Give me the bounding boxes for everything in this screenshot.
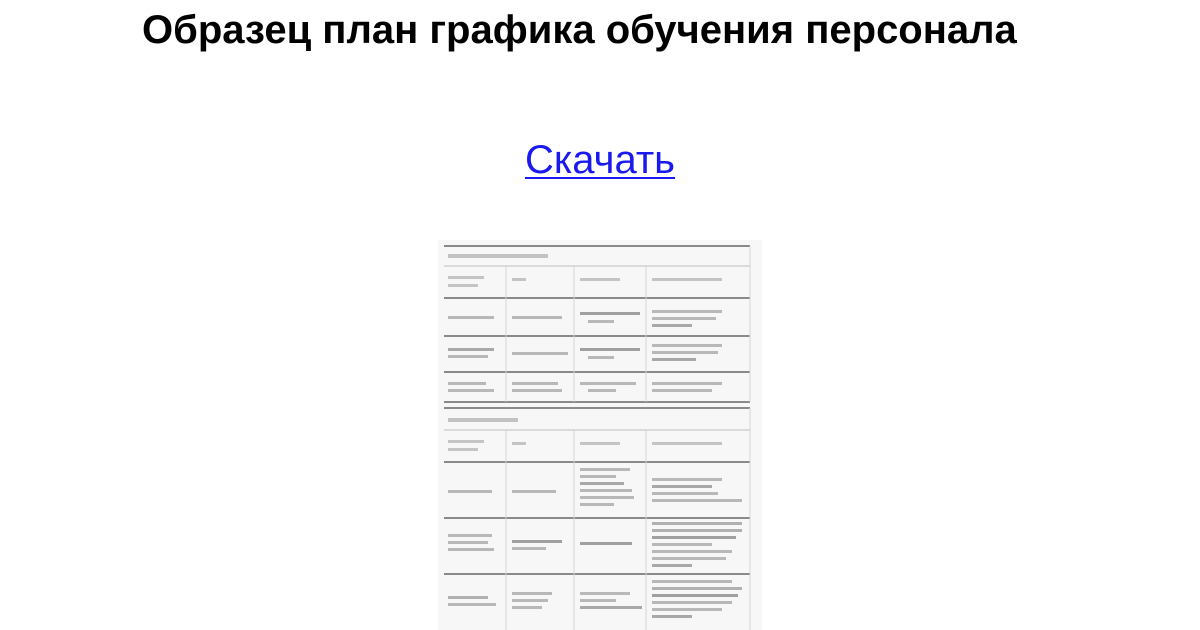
preview-text-line [652,324,692,327]
preview-text-line [580,489,632,492]
preview-text-line [448,596,488,599]
preview-text-line [588,356,614,359]
preview-text-line [448,276,484,279]
preview-text-line [580,542,632,545]
preview-text-line [580,442,620,445]
preview-text-line [652,310,722,313]
preview-text-line [652,485,712,488]
preview-text-line [652,389,712,392]
preview-text-line [652,317,716,320]
preview-text-line [448,389,494,392]
preview-text-line [448,448,478,451]
preview-text-line [512,278,526,281]
preview-text-line [580,348,640,351]
preview-text-line [652,557,726,560]
preview-text-line [652,278,722,281]
preview-text-line [652,382,722,385]
preview-text-line [448,348,494,351]
preview-text-line [652,344,722,347]
preview-text-line [652,564,692,567]
preview-text-line [652,608,722,611]
download-link[interactable]: Скачать [525,138,675,182]
preview-text-line [652,536,736,539]
preview-text-line [448,440,484,443]
preview-text-line [580,606,642,609]
preview-text-line [652,543,712,546]
page-title: Образец план графика обучения персонала [142,8,1017,52]
preview-text-line [580,278,620,281]
preview-text-line [652,615,692,618]
preview-text-line [580,482,624,485]
preview-text-line [652,442,722,445]
preview-text-line [448,603,496,606]
preview-text-line [652,351,718,354]
preview-text-line [448,355,488,358]
preview-text-line [580,382,636,385]
preview-text-line [448,418,518,422]
preview-text-line [512,352,568,355]
preview-text-line [652,529,742,532]
preview-text-line [580,503,614,506]
document-thumbnail-icon [438,240,762,630]
preview-text-line [448,548,494,551]
preview-text-line [448,490,492,493]
preview-text-line [512,599,548,602]
preview-text-line [512,316,562,319]
preview-text-line [652,478,722,481]
preview-text-line [512,606,542,609]
preview-text-line [448,254,548,258]
preview-text-line [580,312,640,315]
preview-text-line [448,316,494,319]
download-link-container [0,134,1200,186]
preview-text-line [512,389,562,392]
preview-text-line [652,492,718,495]
preview-text-line [580,475,616,478]
preview-text-line [448,534,492,537]
preview-text-line [448,284,478,287]
preview-text-line [512,490,556,493]
preview-text-line [448,382,486,385]
preview-text-line [652,522,742,525]
preview-text-line [580,599,616,602]
preview-text-line [652,358,696,361]
preview-text-line [652,594,738,597]
document-preview-thumbnail [438,240,762,630]
preview-text-line [588,320,614,323]
preview-text-line [580,496,634,499]
preview-text-line [652,550,732,553]
preview-text-line [652,601,732,604]
preview-text-line [512,382,558,385]
preview-text-line [512,547,546,550]
preview-text-line [512,540,562,543]
preview-text-line [652,580,732,583]
preview-text-line [588,389,616,392]
preview-text-line [652,499,742,502]
preview-text-line [512,592,552,595]
preview-text-line [580,468,630,471]
preview-text-line [652,587,742,590]
preview-text-line [448,541,488,544]
preview-text-line [512,442,526,445]
preview-text-line [580,592,630,595]
